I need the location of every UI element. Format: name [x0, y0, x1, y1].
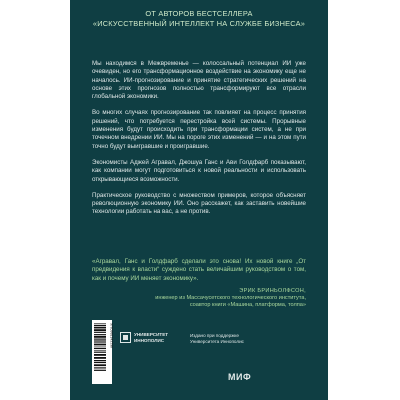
paragraph-3: Экономисты Аджей Агравал, Джошуа Ганс и Ави Голдфарб показывают, как компании могут подготовиться к новой реальности и использовать открывающиеся возможности. [92, 158, 306, 183]
header-line-2: «ИСКУССТВЕННЫЙ ИНТЕЛЛЕКТ НА СЛУЖБЕ БИЗНЕСА» [92, 18, 306, 28]
university-logo-icon [120, 332, 131, 343]
paragraph-4: Практическое руководство с множеством примеров, которое объясняет революционную экономику ИИ. Оно расскажет, как заставить новейшие технологии работать на вас, а не против. [92, 191, 306, 216]
header-line-1: ОТ АВТОРОВ БЕСТСЕЛЛЕРА [145, 9, 253, 18]
description [92, 60, 306, 225]
paragraph-2: Во многих случаях прогнозирование так повлияет на процесс принятия решений, что потребуется перестройка всей системы. Прорывные изменения будут происходить при трансформации систем, а не при точечном внедрении ИИ. Мы на пороге этих изменений — и на этом пути точно будут выигравшие и проигравшие. [92, 109, 306, 150]
endorsement-quote: «Агравал, Ганс и Голдфарб сделали это снова! Их новой книге „От предвидения к власти“ суждено стать величайшим руководством о том, как и почему ИИ меняет экономику». [92, 258, 306, 282]
support-line-1: Издано при поддержке [190, 333, 239, 338]
publisher-logo-line-1: УНИВЕРСИТЕТ [134, 332, 169, 338]
barcode-digits: 9785002143590 [109, 323, 114, 348]
attribution-name: ЭРИК БРИНЬОЛФСОН, [239, 288, 306, 294]
publisher-logo [120, 332, 168, 343]
header [70, 9, 328, 28]
support-note [190, 333, 244, 344]
book-back-cover [70, 0, 328, 400]
imprint-logo: МИФ [228, 372, 252, 382]
publisher-logo-text [134, 332, 168, 342]
publisher-logo-line-2: ИННОПОЛИС [134, 337, 165, 343]
barcode-icon [92, 320, 112, 384]
attribution-line-1: инженер из Массачусетского технологического института, [155, 295, 306, 302]
attribution-line-2: соавтор книги «Машина, платформа, толпа» [189, 302, 306, 309]
quote-attribution [106, 288, 306, 310]
isbn-barcode [92, 320, 112, 384]
support-line-2: Университета Иннополис [190, 338, 244, 344]
paragraph-1: Мы находимся в Межвременье — колоссальный потенциал ИИ уже очевиден, но его трансформационное воздействие на экономику еще не началось. ИИ-прогнозирование и принятие стратегических решений на основе этих прогнозов полностью трансформируют все отрасли глобальной экономики. [92, 60, 306, 101]
